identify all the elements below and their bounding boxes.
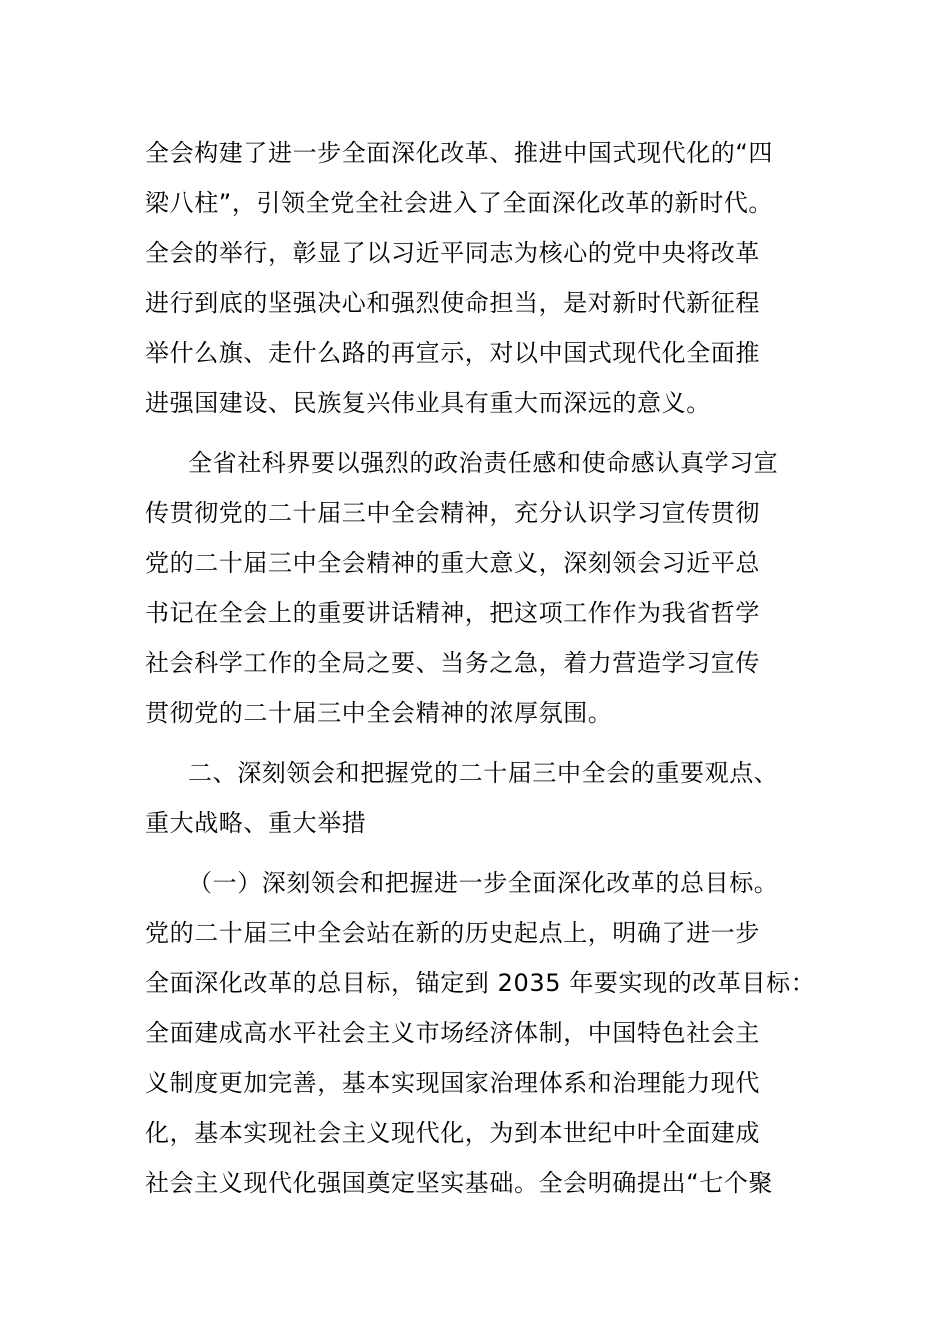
text-line: 全会构建了进一步全面深化改革、推进中国式现代化的“四 [145, 139, 774, 167]
text-line: 全面建成高水平社会主义市场经济体制，中国特色社会主 [145, 1019, 760, 1047]
paragraph-first-line: 全省社科界要以强烈的政治责任感和使命感认真学习宣 [188, 449, 779, 477]
text-line: 举什么旗、走什么路的再宣示，对以中国式现代化全面推 [145, 339, 760, 367]
section-heading: 二、深刻领会和把握党的二十届三中全会的重要观点、 [188, 759, 779, 787]
text-line: 化，基本实现社会主义现代化，为到本世纪中叶全面建成 [145, 1119, 760, 1147]
text-line: 社会科学工作的全局之要、当务之急，着力营造学习宣传 [145, 649, 760, 677]
text-line: 全面深化改革的总目标，锚定到 2035 年要实现的改革目标： [145, 969, 816, 997]
text-line: 党的二十届三中全会精神的重大意义，深刻领会习近平总 [145, 549, 760, 577]
text-line: 进强国建设、民族复兴伟业具有重大而深远的意义。 [145, 389, 711, 417]
text-line: 传贯彻党的二十届三中全会精神，充分认识学习宣传贯彻 [145, 499, 760, 527]
text-line: 全会的举行，彰显了以习近平同志为核心的党中央将改革 [145, 239, 760, 267]
text-line: 进行到底的坚强决心和强烈使命担当，是对新时代新征程 [145, 289, 760, 317]
text-line: 梁八柱”，引领全党全社会进入了全面深化改革的新时代。 [145, 189, 774, 217]
text-line: 贯彻党的二十届三中全会精神的浓厚氛围。 [145, 699, 613, 727]
text-line: 义制度更加完善，基本实现国家治理体系和治理能力现代 [145, 1069, 760, 1097]
text-line: 书记在全会上的重要讲话精神，把这项工作作为我省哲学 [145, 599, 760, 627]
subsection-heading: （一）深刻领会和把握进一步全面深化改革的总目标。 [188, 869, 779, 897]
text-line: 社会主义现代化强国奠定坚实基础。全会明确提出“七个聚 [145, 1169, 774, 1197]
section-heading-cont: 重大战略、重大举措 [145, 809, 367, 837]
text-line: 党的二十届三中全会站在新的历史起点上，明确了进一步 [145, 919, 760, 947]
